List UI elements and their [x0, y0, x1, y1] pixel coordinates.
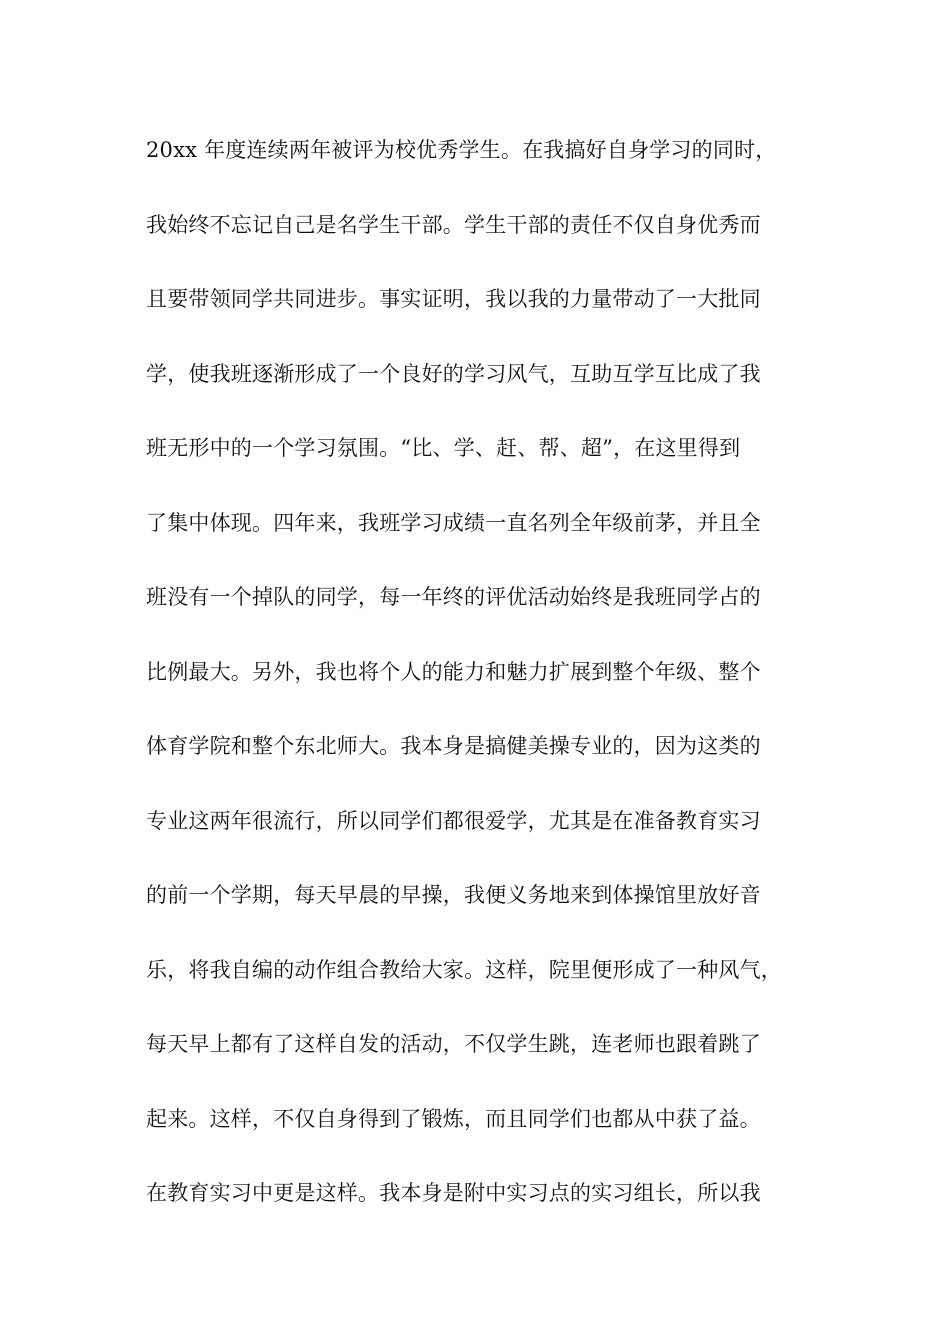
- text-line: 班没有一个掉队的同学，每一年终的评优活动始终是我班同学占的: [146, 585, 761, 609]
- document-body: [146, 128, 826, 1246]
- text-line: 在教育实习中更是这样。我本身是附中实习点的实习组长，所以我: [146, 1181, 761, 1205]
- text-line: 比例最大。另外，我也将个人的能力和魅力扩展到整个年级、整个: [146, 659, 761, 684]
- text-line: 且要带领同学共同进步。事实证明，我以我的力量带动了一大批同: [146, 287, 761, 311]
- text-line: 班无形中的一个学习氛围。“比、学、赶、帮、超”，在这里得到: [146, 436, 741, 460]
- text-line: 每天早上都有了这样自发的活动，不仅学生跳，连老师也跟着跳了: [146, 1032, 761, 1056]
- text-line: 乐，将我自编的动作组合教给大家。这样，院里便形成了一种风气，: [146, 957, 782, 982]
- text-line: 体育学院和整个东北师大。我本身是搞健美操专业的，因为这类的: [146, 734, 761, 758]
- text-line: 起来。这样，不仅自身得到了锻炼，而且同学们也都从中获了益。: [146, 1106, 761, 1131]
- text-line: 的前一个学期，每天早晨的早操，我便义务地来到体操馆里放好音: [146, 883, 761, 907]
- text-line: 我始终不忘记自己是名学生干部。学生干部的责任不仅自身优秀而: [146, 212, 761, 237]
- text-line: 学，使我班逐渐形成了一个良好的学习风气，互助互学互比成了我: [146, 361, 761, 386]
- text-line: 专业这两年很流行，所以同学们都很爱学，尤其是在准备教育实习: [146, 808, 761, 833]
- text-line: 20xx 年度连续两年被评为校优秀学生。在我搞好自身学习的同时，: [146, 138, 777, 162]
- text-line: 了集中体现。四年来，我班学习成绩一直名列全年级前茅，并且全: [146, 510, 761, 535]
